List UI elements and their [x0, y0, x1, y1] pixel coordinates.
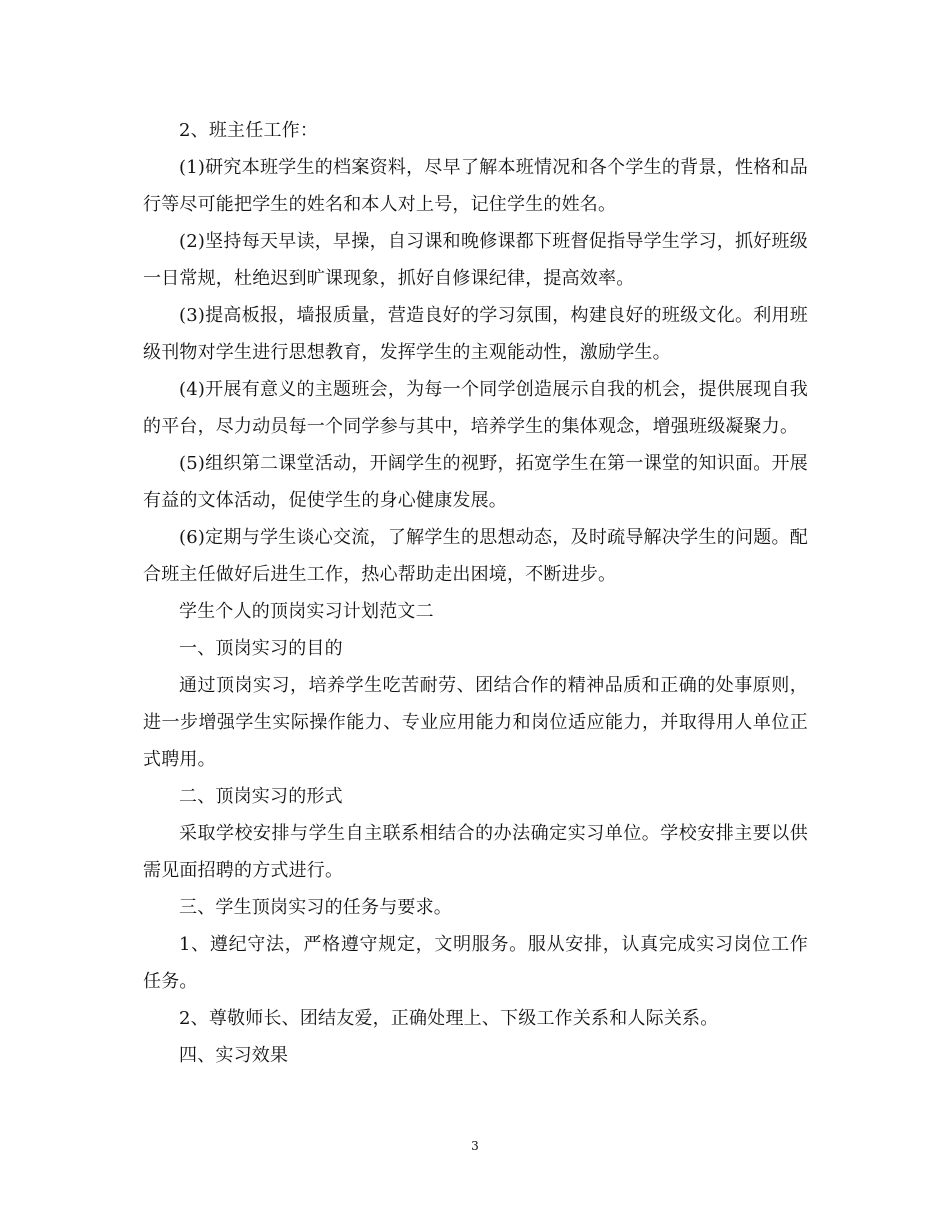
page-number: 3: [471, 1139, 479, 1153]
paragraph-item-3: (3)提高板报，墙报质量，营造良好的学习氛围，构建良好的班级文化。利用班级刊物对学生进行思想教育，发挥学生的主观能动性，激励学生。: [143, 305, 808, 363]
section-heading-purpose: 一、顶岗实习的目的: [179, 638, 343, 659]
paragraph-item-2: (2)坚持每天早读，早操，自习课和晚修课都下班督促指导学生学习，抓好班级一日常规，杜绝迟到旷课现象，抓好自修课纪律，提高效率。: [143, 231, 808, 289]
section-heading-head-teacher-work: 2、班主任工作：: [179, 120, 319, 141]
paragraph-item-5: (5)组织第二课堂活动，开阔学生的视野，拓宽学生在第一课堂的知识面。开展有益的文体活动，促使学生的身心健康发展。: [143, 453, 808, 511]
section-heading-effect: 四、实习效果: [179, 1045, 289, 1066]
document-body: [143, 112, 808, 1074]
paragraph-item-4: (4)开展有意义的主题班会，为每一个同学创造展示自我的机会，提供展现自我的平台，尽力动员每一个同学参与其中，培养学生的集体观念，增强班级凝聚力。: [143, 379, 808, 437]
paragraph-item-1: (1)研究本班学生的档案资料，尽早了解本班情况和各个学生的背景，性格和品行等尽可能把学生的姓名和本人对上号，记住学生的姓名。: [143, 157, 808, 215]
paragraph-task-2: 2、尊敬师长、团结友爱，正确处理上、下级工作关系和人际关系。: [179, 1008, 719, 1029]
paragraph-purpose: 通过顶岗实习，培养学生吃苦耐劳、团结合作的精神品质和正确的处事原则，进一步增强学生实际操作能力、专业应用能力和岗位适应能力，并取得用人单位正式聘用。: [143, 675, 808, 770]
paragraph-task-1: 1、遵纪守法，严格遵守规定，文明服务。服从安排，认真完成实习岗位工作任务。: [143, 934, 808, 992]
section-heading-tasks: 三、学生顶岗实习的任务与要求。: [179, 897, 452, 918]
section-heading-form: 二、顶岗实习的形式: [179, 786, 343, 807]
paragraph-form: 采取学校安排与学生自主联系相结合的办法确定实习单位。学校安排主要以供需见面招聘的方式进行。: [143, 823, 808, 881]
document-title-sample-two: 学生个人的顶岗实习计划范文二: [179, 601, 434, 622]
paragraph-item-6: (6)定期与学生谈心交流，了解学生的思想动态，及时疏导解决学生的问题。配合班主任做好后进生工作，热心帮助走出困境，不断进步。: [143, 527, 808, 585]
